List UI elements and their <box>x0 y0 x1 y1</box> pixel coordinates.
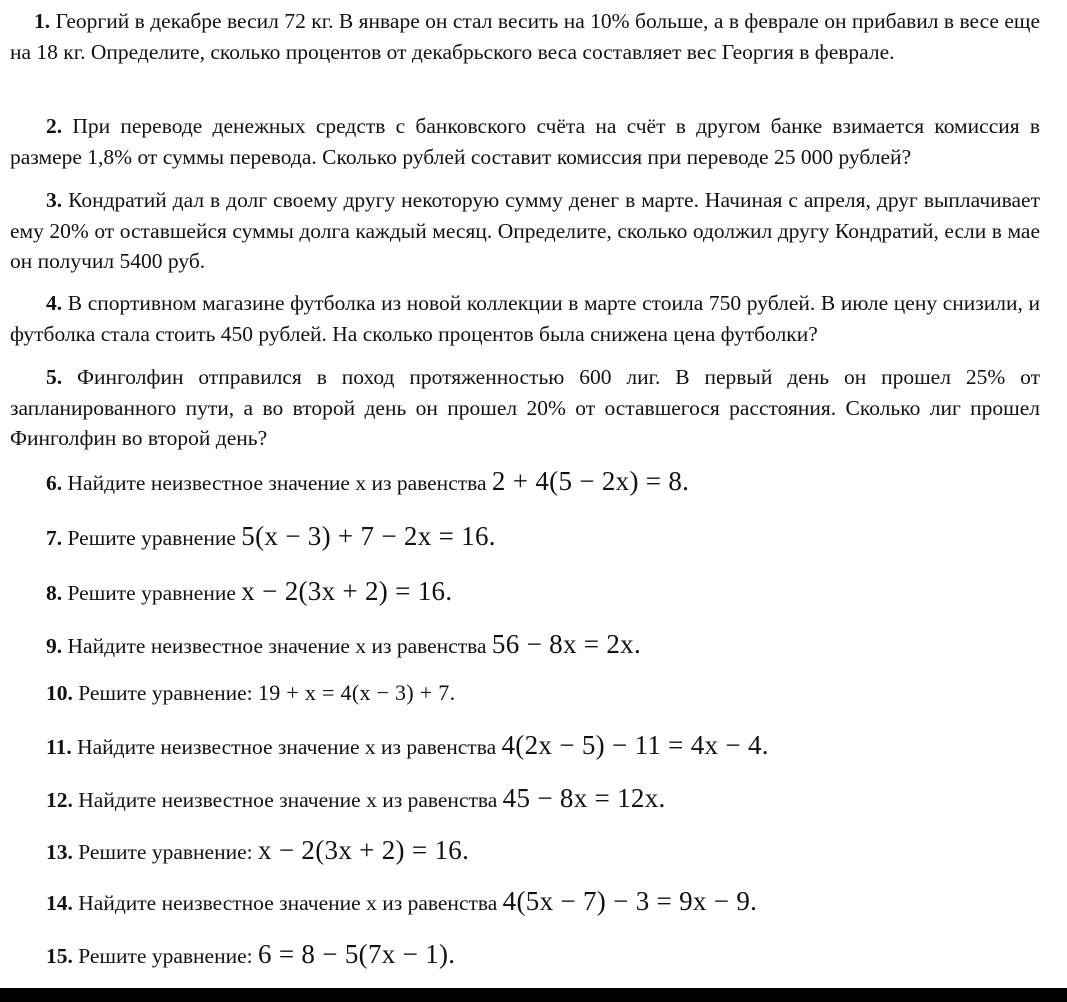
problem-5 <box>10 362 1040 454</box>
problem-number: 6. <box>46 471 63 495</box>
problem-text: В спортивном магазине футболка из новой коллекции в марте стоила 750 рублей. В июле цену снизили, и футболка стала стоить 450 рублей. На сколько процентов была снижена цена футболки? <box>10 291 1040 346</box>
equation-9 <box>46 629 1046 660</box>
equation-6 <box>46 466 1046 497</box>
problem-text: Найдите неизвестное значение x из равенства <box>67 471 487 495</box>
problem-text: При переводе денежных средств с банковского счёта на счёт в другом банке взимается комиссия в размере 1,8% от суммы перевода. Сколько рублей составит комиссия при переводе 25 000 рублей? <box>10 114 1041 169</box>
problem-1 <box>10 6 1040 67</box>
equation-8 <box>46 576 1046 607</box>
problem-number: 14. <box>46 891 73 915</box>
bottom-black-bar <box>0 988 1067 1002</box>
problem-number: 7. <box>46 526 63 550</box>
equation-14 <box>46 886 1046 917</box>
problem-text: Найдите неизвестное значение x из равенства <box>67 634 487 658</box>
problem-number: 9. <box>46 634 63 658</box>
equation-math: x − 2(3x + 2) = 16. <box>258 835 470 865</box>
problem-number: 12. <box>46 788 73 812</box>
equation-math: 2 + 4(5 − 2x) = 8. <box>491 466 690 496</box>
problem-number: 8. <box>46 581 63 605</box>
problem-text: Найдите неизвестное значение x из равенства <box>78 788 498 812</box>
problem-text: Решите уравнение: <box>78 681 253 705</box>
problem-number: 15. <box>46 944 73 968</box>
problem-number: 4. <box>46 291 63 315</box>
problem-3 <box>10 185 1040 277</box>
equation-math: 56 − 8x = 2x. <box>491 629 642 659</box>
problem-4 <box>10 288 1040 349</box>
problem-number: 3. <box>46 188 63 212</box>
problem-number: 1. <box>34 9 51 33</box>
equation-math: 4(2x − 5) − 11 = 4x − 4. <box>501 730 769 760</box>
equation-math: 45 − 8x = 12x. <box>502 783 666 813</box>
problem-text: Решите уравнение: <box>78 840 253 864</box>
equation-7 <box>46 521 1046 552</box>
problem-number: 11. <box>46 735 72 759</box>
problem-number: 13. <box>46 840 73 864</box>
problem-text: Найдите неизвестное значение x из равенства <box>78 891 498 915</box>
problem-text: Кондратий дал в долг своему другу некоторую сумму денег в марте. Начиная с апреля, друг выплачивает ему 20% от оставшейся суммы долга каждый месяц. Определите, сколько одолжил другу Кондратий, если в мае он получил 5400 руб. <box>10 188 1040 273</box>
problem-number: 2. <box>46 114 63 138</box>
problem-text: Решите уравнение <box>67 581 236 605</box>
equation-math: 19 + x = 4(x − 3) + 7. <box>258 680 456 705</box>
problem-2 <box>10 111 1040 172</box>
equation-11 <box>46 730 1046 761</box>
equation-13 <box>46 835 1046 866</box>
problem-text: Георгий в декабре весил 72 кг. В январе он стал весить на 10% больше, а в феврале он прибавил в весе еще на 18 кг. Определите, сколько процентов от декабрьского веса составляет вес Георгия в феврале. <box>10 9 1041 64</box>
problem-text: Решите уравнение <box>67 526 236 550</box>
equation-math: 4(5x − 7) − 3 = 9x − 9. <box>502 886 758 916</box>
equation-15 <box>46 939 1046 970</box>
equation-math: 5(x − 3) + 7 − 2x = 16. <box>241 521 496 551</box>
equation-10 <box>46 680 1046 706</box>
problem-number: 10. <box>46 681 73 705</box>
problem-text: Решите уравнение: <box>78 944 253 968</box>
problem-number: 5. <box>46 365 63 389</box>
equation-math: x − 2(3x + 2) = 16. <box>241 576 453 606</box>
problem-text: Найдите неизвестное значение x из равенства <box>77 735 497 759</box>
equation-12 <box>46 783 1046 814</box>
equation-math: 6 = 8 − 5(7x − 1). <box>258 939 456 969</box>
problem-text: Финголфин отправился в поход протяженностью 600 лиг. В первый день он прошел 25% от запланированного пути, а во второй день он прошел 20% от оставшегося расстояния. Сколько лиг прошел Финголфин во второй день? <box>10 365 1040 450</box>
